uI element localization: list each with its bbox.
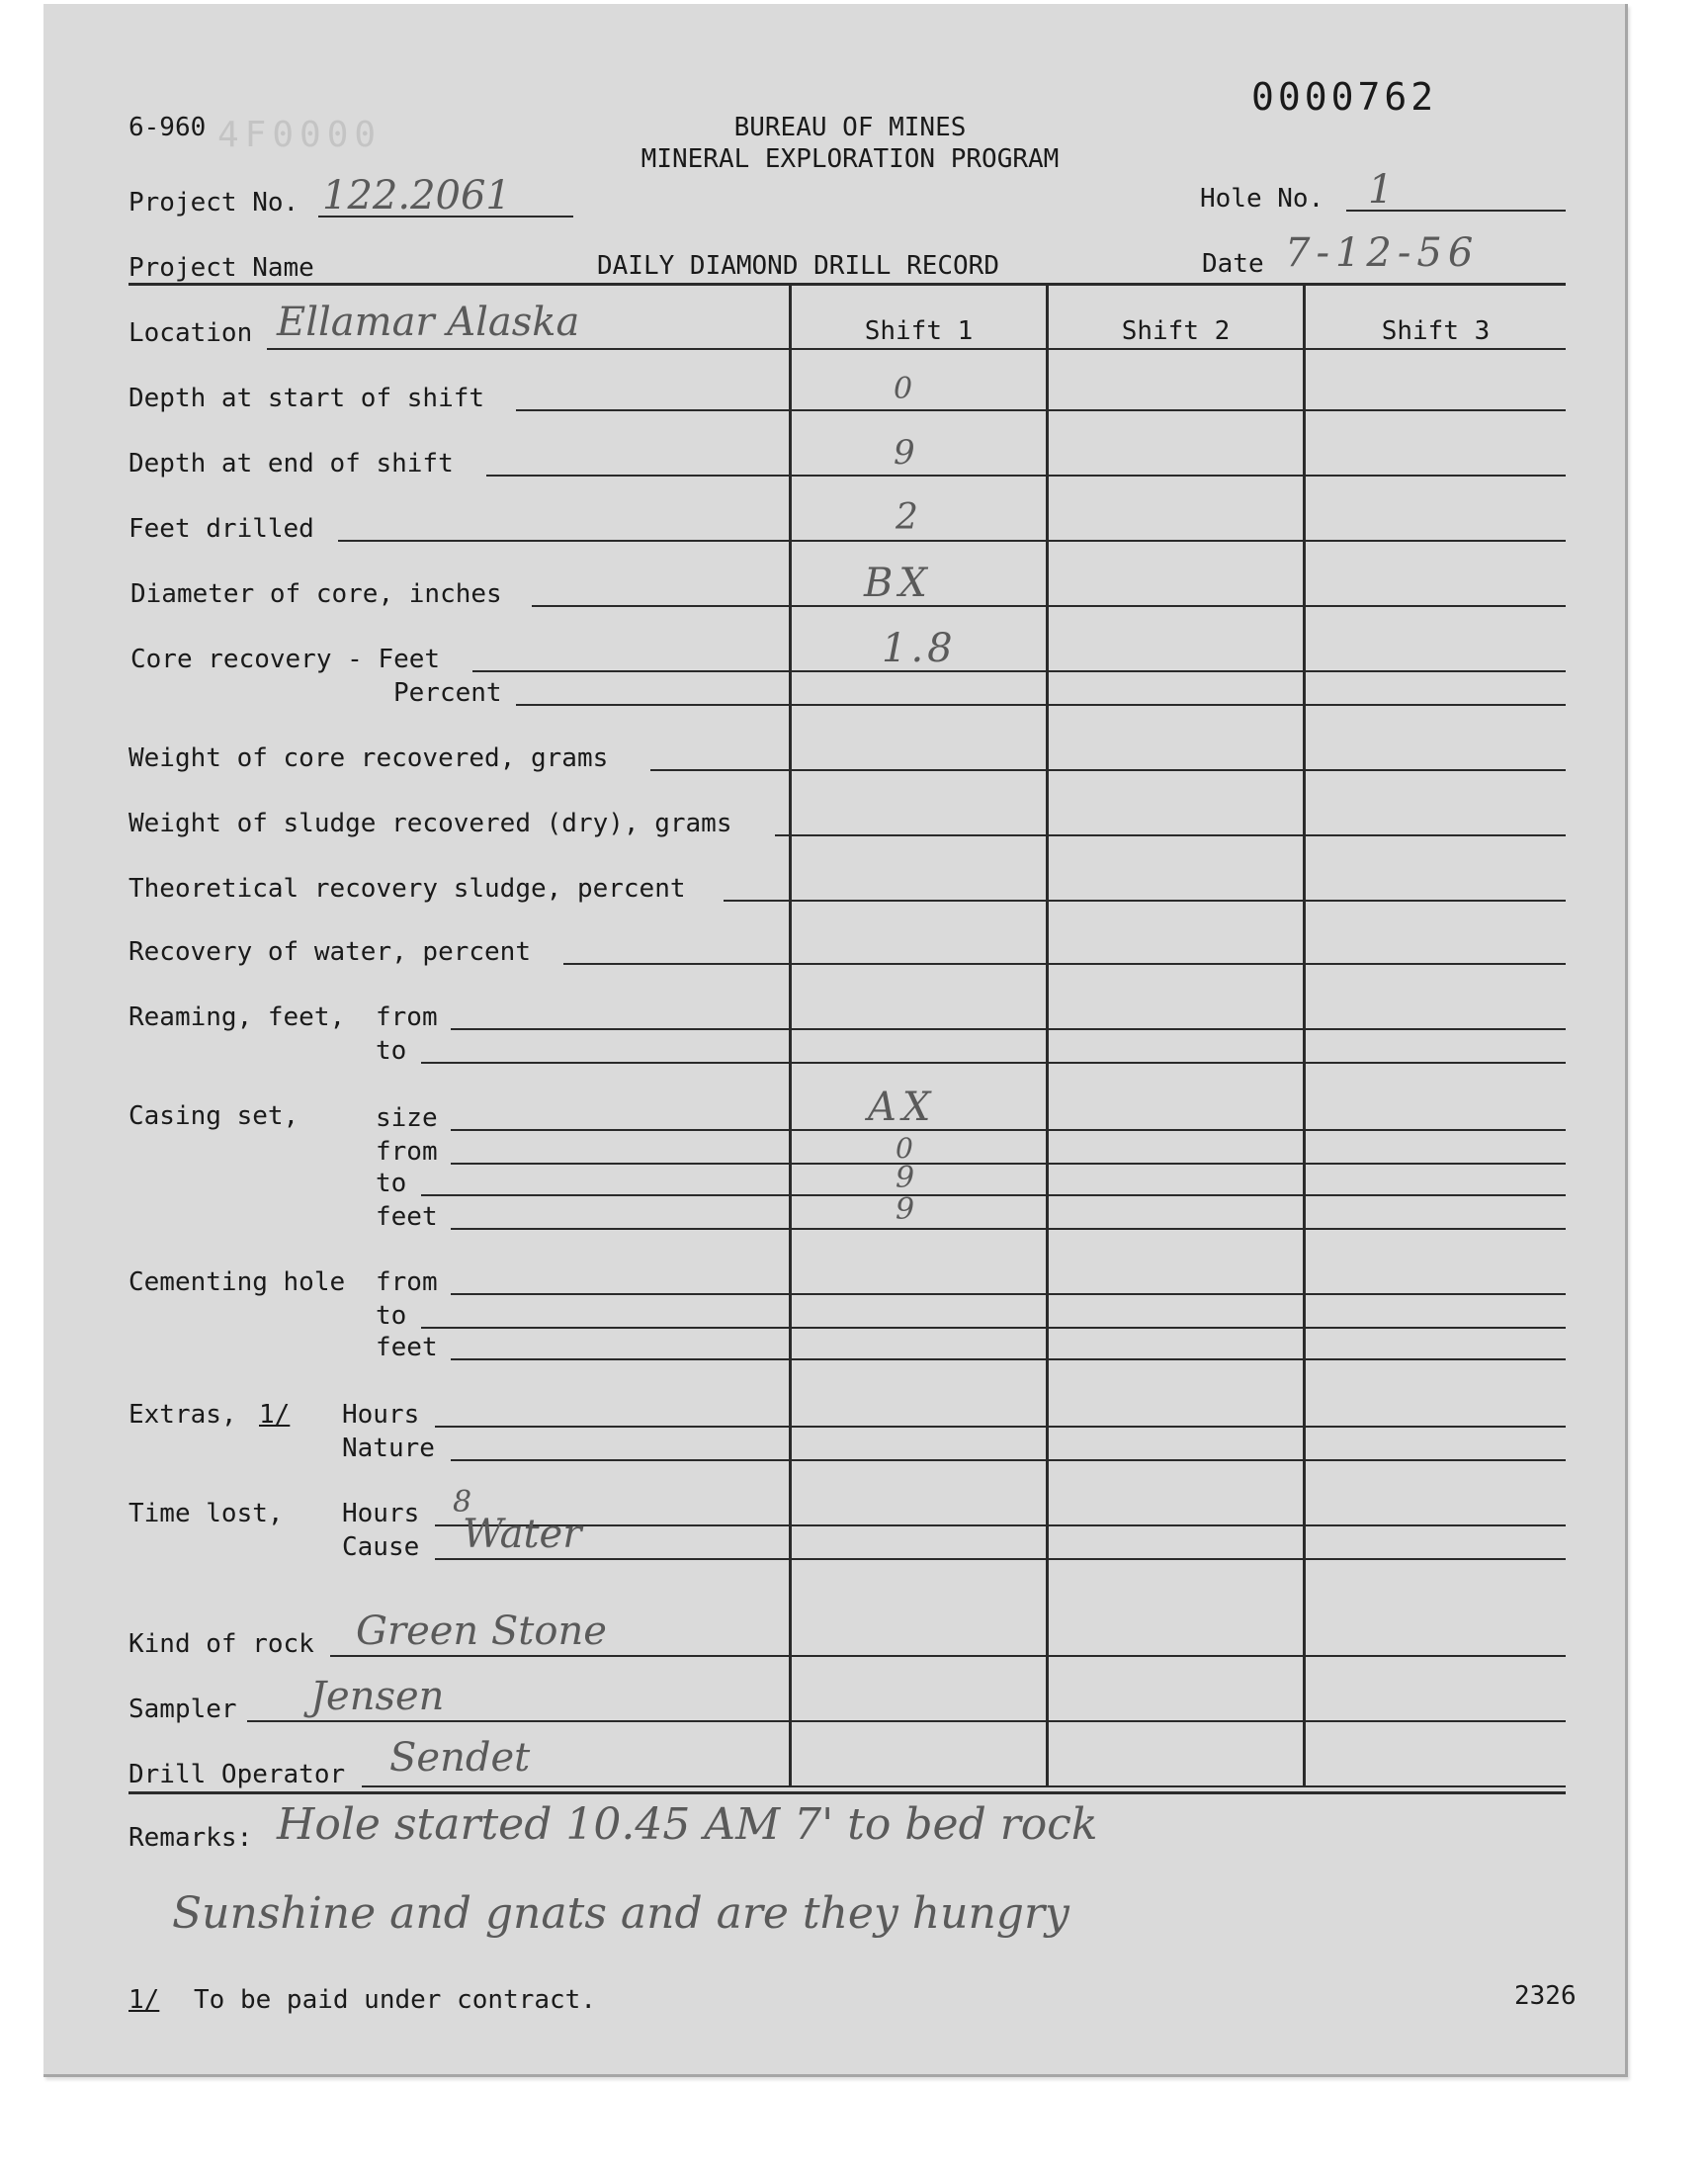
core-recovery-label: Core recovery - Feet (130, 645, 441, 674)
footnote-text: To be paid under contract. (194, 1985, 596, 2015)
remarks-line-2: Sunshine and gnats and are they hungry (172, 1888, 1069, 1939)
time-lost-cause-label: Cause (342, 1532, 420, 1562)
weight-sludge-line (775, 834, 1566, 836)
casing-size-line (451, 1129, 1566, 1131)
hole-no-label: Hole No. (1200, 184, 1324, 214)
depth-end-value: 9 (894, 433, 915, 473)
location-value: Ellamar Alaska (277, 300, 580, 345)
reaming-to-line (421, 1062, 1566, 1064)
extras-hours-line (435, 1426, 1566, 1428)
diameter-label: Diameter of core, inches (130, 579, 502, 609)
remarks-label: Remarks: (128, 1823, 253, 1853)
date-label: Date (1202, 249, 1264, 279)
drill-operator-value: Sendet (389, 1735, 531, 1781)
core-recovery-value: 1.8 (882, 626, 957, 671)
depth-end-label: Depth at end of shift (128, 449, 454, 478)
header-rule (128, 283, 1566, 286)
feet-drilled-label: Feet drilled (128, 514, 314, 544)
time-lost-hours-line (435, 1524, 1566, 1526)
reaming-label: Reaming, feet, (128, 1002, 346, 1032)
drill-operator-label: Drill Operator (128, 1760, 346, 1789)
kind-of-rock-line (330, 1655, 1566, 1657)
feet-drilled-line (338, 540, 1566, 542)
extras-hours-label: Hours (342, 1400, 420, 1430)
depth-start-label: Depth at start of shift (128, 384, 485, 413)
column-divider-3 (1303, 285, 1306, 1787)
sampler-label: Sampler (128, 1695, 237, 1724)
cementing-feet-label: feet (376, 1333, 438, 1362)
hole-no-value: 1 (1368, 167, 1394, 213)
extras-footnote-ref: 1/ (259, 1400, 291, 1430)
depth-end-line (486, 475, 1566, 477)
casing-feet-line (451, 1228, 1566, 1230)
shift-header-line (789, 348, 1566, 350)
water-label: Recovery of water, percent (128, 937, 531, 967)
diameter-line (532, 605, 1566, 607)
casing-from-value: 0 (896, 1132, 913, 1165)
agency-title: BUREAU OF MINES (733, 113, 967, 142)
footnote-ref: 1/ (128, 1985, 160, 2015)
time-lost-cause-value: Water (463, 1512, 582, 1557)
casing-label: Casing set, (128, 1101, 299, 1131)
cementing-to-label: to (376, 1301, 407, 1331)
casing-from-line (451, 1163, 1566, 1165)
casing-to-value: 9 (896, 1161, 915, 1195)
cementing-from-label: from (376, 1267, 438, 1297)
cementing-to-line (421, 1327, 1566, 1329)
drill-operator-line (362, 1785, 1566, 1787)
casing-size-value: AX (868, 1085, 937, 1130)
casing-to-line (421, 1194, 1566, 1196)
water-line (563, 963, 1566, 965)
project-no-label: Project No. (128, 188, 299, 218)
core-percent-line (516, 704, 1566, 706)
remarks-line-1: Hole started 10.45 AM 7' to bed rock (277, 1799, 1098, 1850)
hole-no-line (1346, 210, 1566, 212)
document-number-stamp: 0000762 (1251, 75, 1438, 119)
project-no-line (318, 216, 573, 218)
casing-feet-value: 9 (896, 1192, 915, 1227)
kind-of-rock-label: Kind of rock (128, 1629, 314, 1659)
cementing-feet-line (451, 1358, 1566, 1360)
theoretical-line (724, 900, 1566, 902)
extras-nature-label: Nature (342, 1434, 435, 1463)
sampler-value: Jensen (310, 1674, 445, 1719)
time-lost-cause-line (435, 1558, 1566, 1560)
reaming-to-label: to (376, 1036, 407, 1066)
depth-start-line (516, 409, 1566, 411)
ghost-number: 4F0000 (217, 115, 383, 155)
project-no-value: 122.2061 (322, 173, 511, 218)
location-label: Location (128, 318, 253, 348)
feet-drilled-value: 2 (896, 497, 918, 538)
cementing-from-line (451, 1293, 1566, 1295)
column-divider-1 (789, 285, 792, 1787)
time-lost-label: Time lost, (128, 1499, 284, 1528)
form-number: 6-960 (128, 113, 207, 142)
shift-2-header: Shift 2 (1121, 316, 1231, 346)
casing-size-label: size (376, 1103, 438, 1133)
bottom-rule (128, 1791, 1566, 1794)
time-lost-hours-value: 8 (453, 1485, 472, 1520)
core-recovery-line (472, 670, 1566, 672)
casing-to-label: to (376, 1169, 407, 1198)
cementing-label: Cementing hole (128, 1267, 346, 1297)
date-value: 7-12-56 (1285, 230, 1480, 276)
time-lost-hours-label: Hours (342, 1499, 420, 1528)
diameter-value: BX (864, 561, 933, 606)
project-name-label: Project Name (128, 253, 314, 283)
shift-3-header: Shift 3 (1381, 316, 1491, 346)
record-title: DAILY DIAMOND DRILL RECORD (597, 251, 999, 281)
weight-sludge-label: Weight of sludge recovered (dry), grams (128, 809, 732, 838)
extras-label: Extras, (128, 1400, 237, 1430)
core-percent-label: Percent (393, 678, 502, 708)
page-number: 2326 (1514, 1981, 1577, 2011)
reaming-from-label: from (376, 1002, 438, 1032)
theoretical-label: Theoretical recovery sludge, percent (128, 874, 686, 904)
reaming-from-line (451, 1028, 1566, 1030)
weight-core-line (650, 769, 1566, 771)
program-title: MINERAL EXPLORATION PROGRAM (640, 144, 1060, 174)
weight-core-label: Weight of core recovered, grams (128, 743, 609, 773)
casing-feet-label: feet (376, 1202, 438, 1232)
shift-1-header: Shift 1 (864, 316, 974, 346)
form-sheet (43, 4, 1628, 2077)
sampler-line (247, 1720, 1566, 1722)
location-line (267, 348, 789, 350)
casing-from-label: from (376, 1137, 438, 1167)
extras-nature-line (451, 1459, 1566, 1461)
depth-start-value: 0 (894, 372, 913, 406)
column-divider-2 (1046, 285, 1049, 1787)
kind-of-rock-value: Green Stone (356, 1609, 607, 1654)
